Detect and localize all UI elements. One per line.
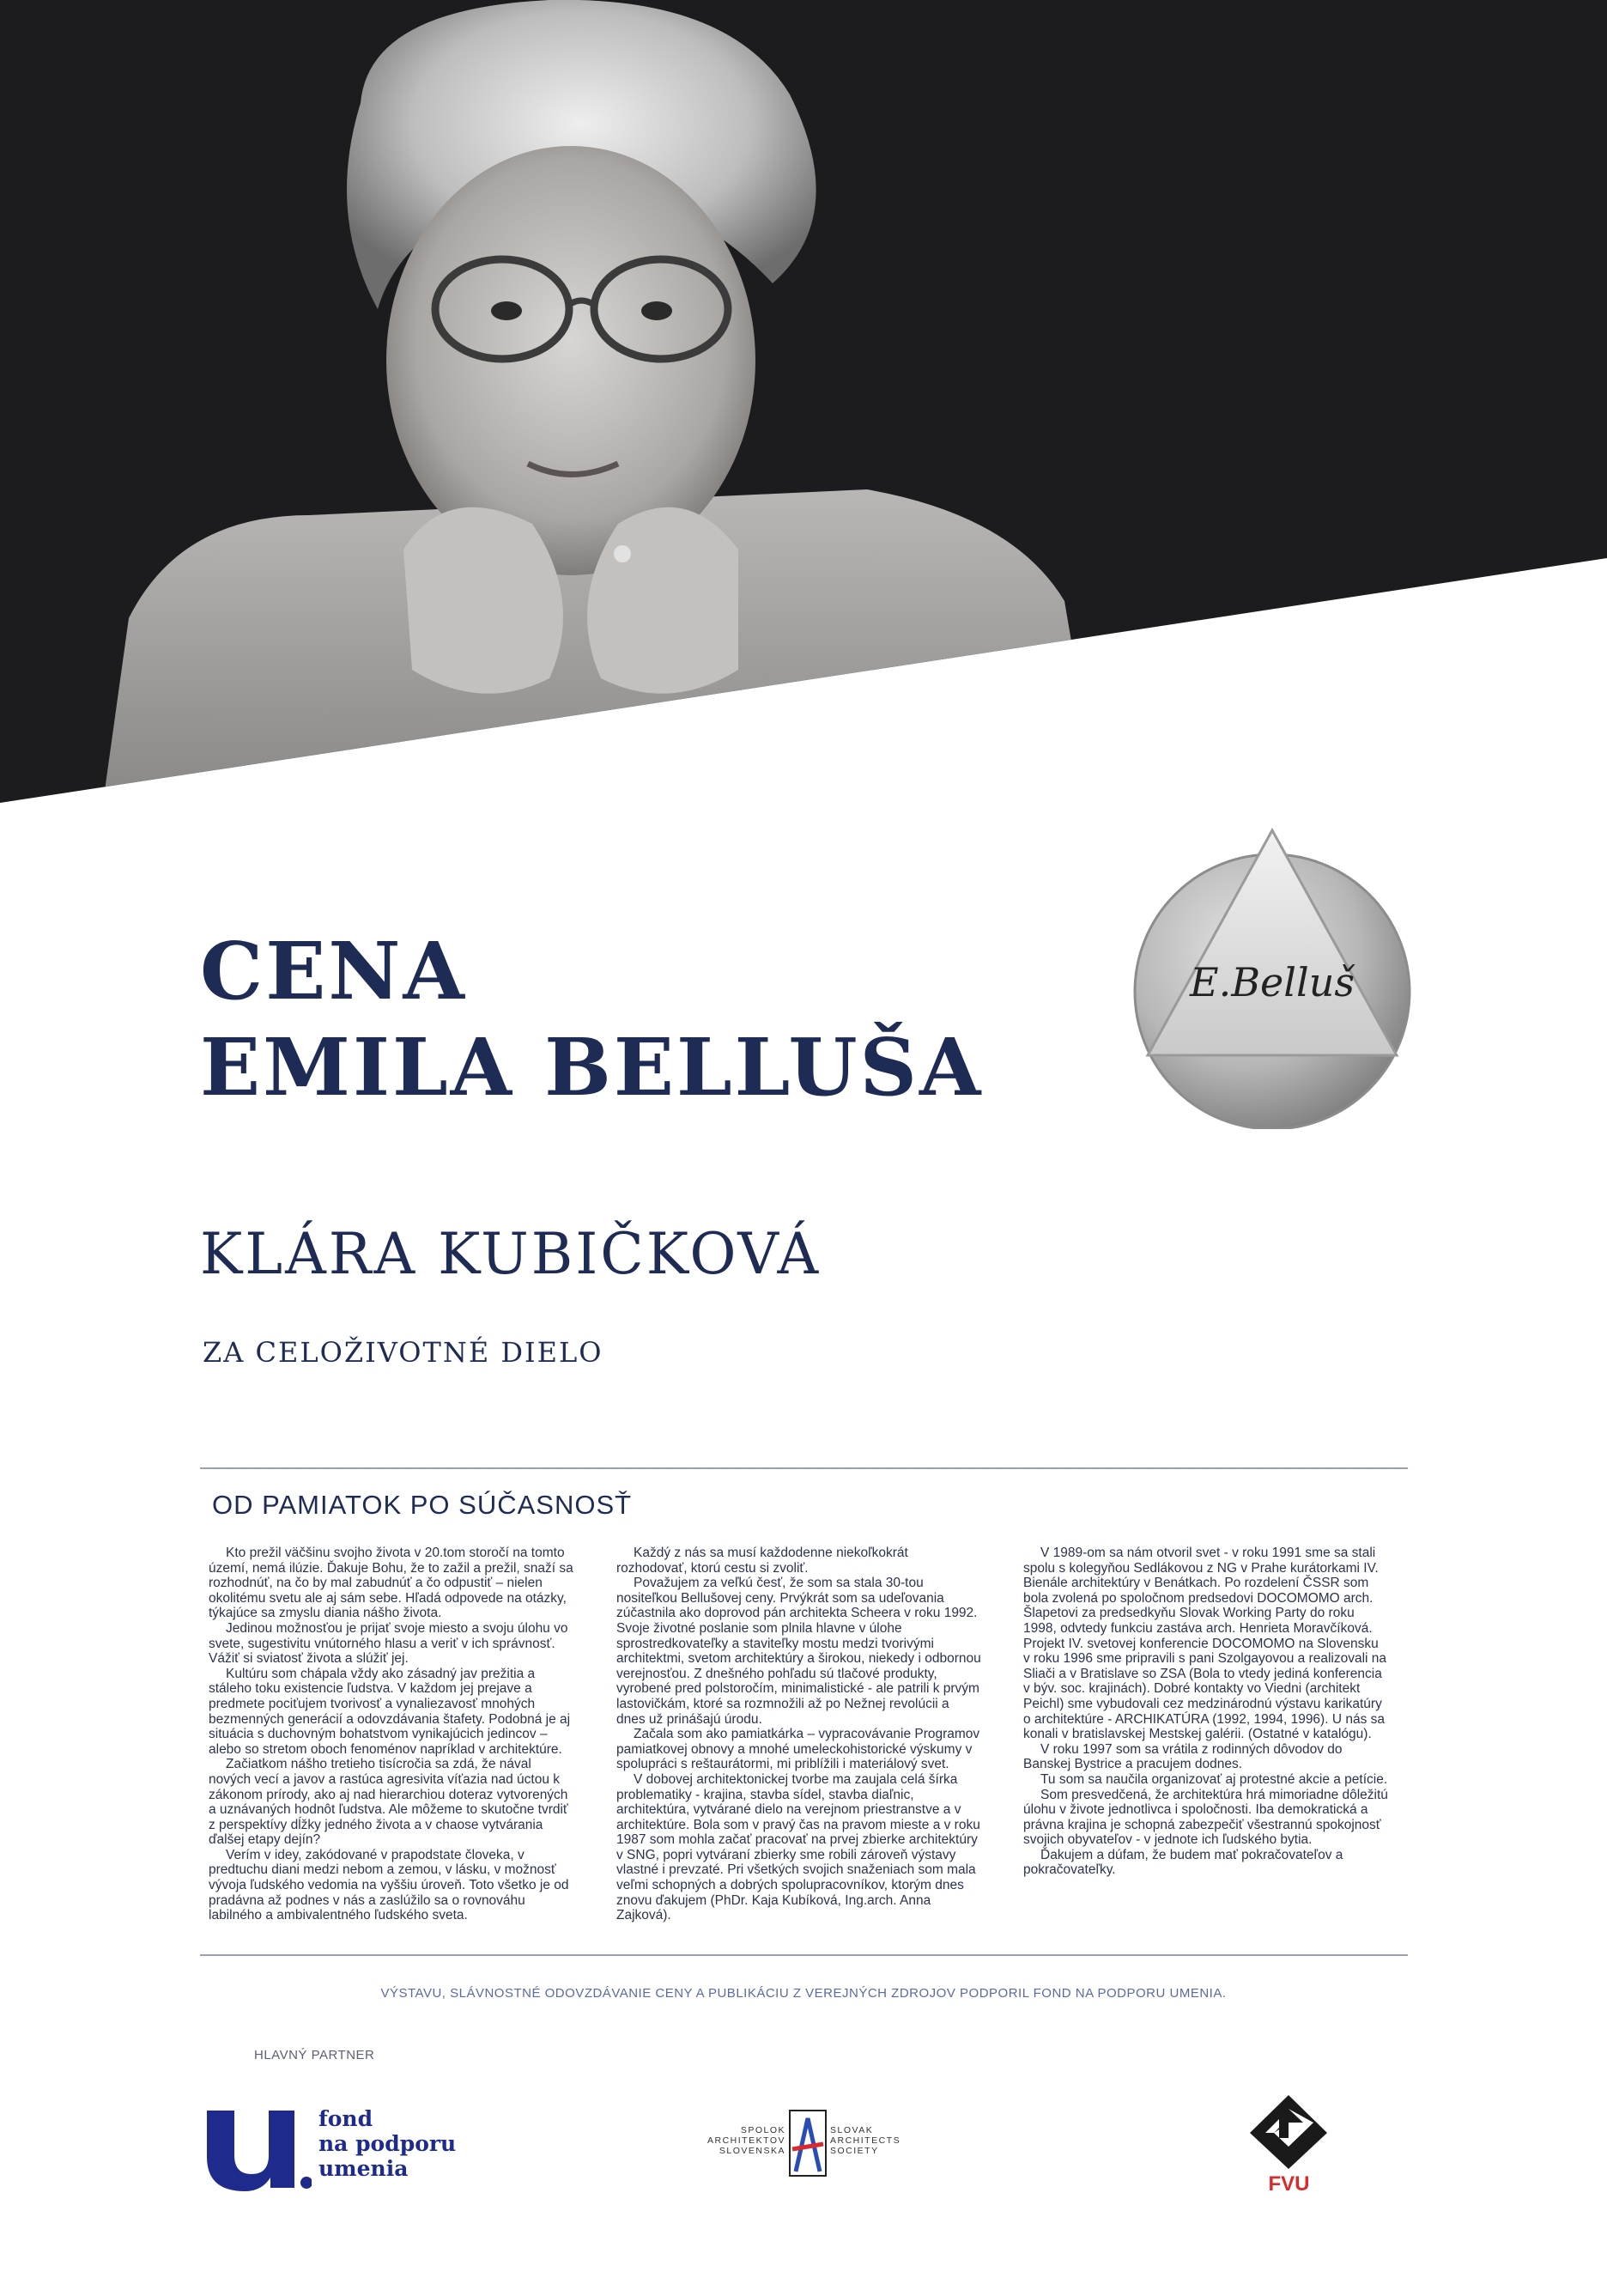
medal-signature: E.Belluš [1190,959,1355,1005]
paragraph: Začiatkom nášho tretieho tisícročia sa zdá, že nával nových vecí a javov a rastúca agresivita víťazia nad úctou k zákonom prírody, ako aj nad hierarchiou doteraz vytvorených a uznávaných hodnôt ľudstva. Ale môžeme to skutočne tvrdiť z perspektívy dĺžky jedného života a v chaose vytvárania ďalšej etapy dejín? [209,1757,568,1848]
sas-line: ARCHITECTS [830,2135,901,2146]
main-partner-label: HLAVNÝ PARTNER [254,2048,375,2062]
sas-line: SOCIETY [830,2146,879,2156]
paragraph: Tu som sa naučila organizovať aj protestné akcie a petície. [1040,1771,1388,1787]
fpu-u-mark-icon [200,2102,312,2196]
bottom-divider [200,1954,1408,1956]
award-reason: ZA CELOŽIVOTNÉ DIELO [203,1336,603,1369]
paragraph: Jedinou možnosťou je prijať svoje miesto a svoju úlohu vo svete, sugestivitu vnútorného hlasu a veriť v ich správnosť. Vážiť si sviatosť života a slúžiť jej. [209,1620,568,1667]
text-column-1 [209,1546,573,1923]
sas-left-text [700,2125,785,2156]
paragraph: V dobovej architektonickej tvorbe ma zaujala celá šírka problematiky - krajina, stavba sídel, stavba diaľnic, architektúra, vytvárané dielo na verejnom priestranstve a v architektúre. Bola som v pravý čas na pravom mieste a v roku 1987 som mohla začať pracovať na prvej zbierke architektúry v SNG, popri vytváraní zbierky sme robili zároveň výstavy vlastné i prevzaté. Pri všetkých svojich snaženiach som mala veľmi schopných a dobrých spolupracovníkov, ktorým dnes znovu ďakujem (PhDr. Kaja Kubíková, Ing.arch. Anna Zajková). [616,1771,980,1923]
fpu-line: na podporu [318,2131,457,2156]
portrait-photo [0,0,1607,803]
belluš-medal [1126,820,1418,1129]
award-title-line-2: EMILA BELLUŠA [200,1021,984,1114]
award-title-line-1: CENA [200,925,467,1017]
sas-line: SLOVENSKA [719,2146,785,2156]
fpu-line: umenia [318,2156,409,2181]
paragraph: V 1989-om sa nám otvoril svet - v roku 1991 sme sa stali spolu s kolegyňou Sedlákovou z NG v Prahe kurátorkami IV. Bienále architektúry v Benátkach. Po rozdelení ČSSR som bola zvolená po spoločnom predsedovi DOCOMOMO arch. Šlapetovi za predsedkyňu Slovak Working Party do roku 1998, odvtedy funkciu zastáva arch. Henrieta Moravčíková. Projekt IV. svetovej konferencie DOCOMOMO na Slovensku v roku 1996 sme pripravili s pani Szolgayovou a realizovali na Sliači a v Bratislave so ZSA (Bola to vtedy jediná konferencia v býv. soc. krajinách). Dobré kontakty vo Viedni (architekt Peichl) sme vybudovali cez medzinárodnú výstavu karikatúry o architektúre - ARCHIKATÚRA (1992, 1994, 1996). U nás sa konali v bratislavskej Mestskej galérii. (Ostatné v katalógu). [1023,1546,1387,1742]
paragraph: Verím v idey, zakódované v prapodstate človeka, v predtuchu diani medzi nebom a zemou, v lásku, v možnosť vývoja ľudského vedomia na vyššiu úroveň. Toto všetko je od pradávna až podnes v nás a zaslúžilo sa o rovnováhu labilného a ambivalentného ľudského sveta. [209,1847,569,1923]
fvu-logo [1248,2093,1330,2196]
paragraph: Kultúru som chápala vždy ako zásadný jav prežitia a stáleho toku existencie ľudstva. V každom jej prejave a predmete pociťujem tvorivosť a vynaliezavosť mnohých bezmenných generácií a odovzdávania štafety. Podobná je aj situácia s duchovným bohatstvom vynikajúcich jedincov – alebo so stretom oboch fenoménov napríklad v architektúre. [209,1666,571,1757]
text-column-3 [1023,1546,1388,1878]
sas-a-mark-icon [789,2110,827,2177]
paragraph: Kto prežil väčšinu svojho života v 20.tom storočí na tomto území, nemá ilúzie. Ďakuje Bohu, že to zažil a prežil, snaží sa rozhodnúť, na čo by mal zabudnúť a čo odpustiť – nielen okolitému svetu ale aj sám sebe. Hľadá odpovede na otázky, týkajúce sa zmyslu diania nášho života. [209,1546,573,1621]
paragraph: Začala som ako pamiatkárka – vypracovávanie Programov pamiatkovej obnovy a mnohé umeleckohistorické výskumy v spolupráci s reštaurátormi, mi priblížili i materiálový svet. [616,1727,980,1772]
support-note: VÝSTAVU, SLÁVNOSTNÉ ODOVZDÁVANIE CENY A PUBLIKÁCIU Z VEREJNÝCH ZDROJOV PODPORIL FOND NA PODPORU UMENIA. [380,1986,1227,2001]
award-title [200,923,983,1115]
honoree-name: KLÁRA KUBIČKOVÁ [200,1221,822,1287]
paragraph: Som presvedčená, že architektúra hrá mimoriadne dôležitú úlohu v živote jednotlivca i spoločnosti. Iba demokratická a právna krajina je schopná zabezpečiť všestrannú spokojnosť svojich obyvateľov - v jednote ich ľudského bytia. [1023,1787,1388,1848]
fvu-mark-icon [1248,2093,1330,2171]
sas-line: SPOLOK [740,2125,785,2135]
fpu-logo-text [318,2106,456,2181]
fvu-label: FVU [1268,2172,1310,2196]
section-heading: OD PAMIATOK PO SÚČASNOSŤ [212,1490,633,1520]
paragraph: Považujem za veľkú česť, že som sa stala 30-tou nositeľkou Bellušovej ceny. Prvýkrát som sa udeľovania zúčastnila ako doprovod pán architekta Scheera v roku 1992. Svoje životné poslanie som plnila hlavne v úlohe sprostredkovateľky a staviteľky mostu medzi tvorivými architektmi, svetom architektúry a širokou, niekedy i odbornou verejnosťou. Z dnešného pohľadu sú tlačové produkty, vyrobené pred polstoročím, minimalistické - ale patrili k prvým lastovičkám, ktoré sa rozmnožili až po Nežnej revolúcii a dnes už prinášajú úrodu. [616,1576,981,1727]
paragraph: Každý z nás sa musí každodenne niekoľkokrát rozhodovať, ktorú cestu si zvoliť. [616,1546,908,1576]
sas-right-text [830,2125,925,2156]
top-divider [200,1467,1408,1469]
paragraph: V roku 1997 som sa vrátila z rodinných dôvodov do Banskej Bystrice a pracujem dodnes. [1023,1741,1343,1772]
text-column-2 [616,1546,981,1923]
sas-line: ARCHITEKTOV [707,2135,785,2146]
fpu-logo [200,2102,458,2196]
paragraph: Ďakujem a dúfam, že budem mať pokračovateľov a pokračovateľky. [1023,1847,1343,1878]
slovak-architects-society-logo [700,2110,923,2178]
sas-line: SLOVAK [830,2125,874,2135]
hero-portrait-band [0,0,1607,803]
fpu-line: fond [318,2106,373,2131]
